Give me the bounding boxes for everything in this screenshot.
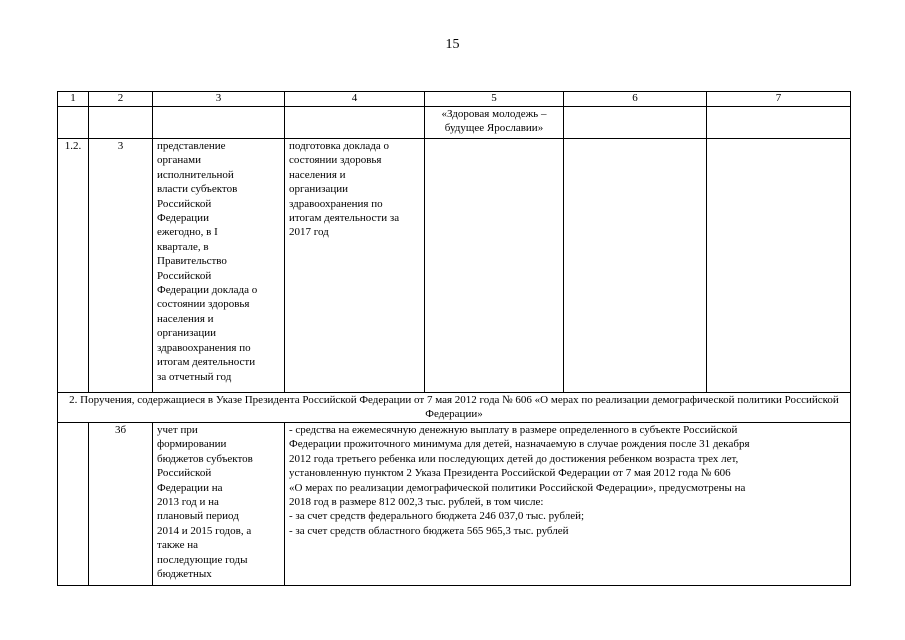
header-cell: 6 bbox=[564, 92, 707, 107]
table-cell bbox=[58, 107, 89, 139]
item-number-cell: 3 bbox=[89, 139, 153, 393]
table-cell bbox=[564, 107, 707, 139]
implementation-text-cell: - средства на ежемесячную денежную выплату в размере определенного в субъекте Российской Федерации прожиточного минимума для детей, назначаемую в случае рождения после 31 декабря 2012 года третьего ребенка или последующих детей до достижения ребенком возраста трех лет, установленную пунктом 2 Указа Президента Российской Федерации от 7 мая 2012 года № 606 «О мерах по реализации демографической политики Российской Федерации», предусмотрены на 2018 год в размере 812 002,3 тыс. рублей, в том числе: - за счет средств федерального бюджета 246 037,0 тыс. рублей; - за счет средств областного бюджета 565 965,3 тыс. рублей bbox=[285, 423, 851, 586]
table-cell bbox=[425, 139, 564, 393]
table-cell bbox=[564, 139, 707, 393]
section-header-row bbox=[58, 393, 851, 423]
program-name-cell: «Здоровая молодежь – будущее Ярославии» bbox=[425, 107, 564, 139]
document-table bbox=[57, 91, 851, 586]
table-cell bbox=[89, 107, 153, 139]
row-number-cell: 1.2. bbox=[58, 139, 89, 393]
section-2-title: 2. Поручения, содержащиеся в Указе Президента Российской Федерации от 7 мая 2012 года № 606 «О мерах по реализации демографической политики Российской Федерации» bbox=[58, 393, 851, 423]
table-row-3b bbox=[58, 423, 851, 586]
table-row-continuation bbox=[58, 107, 851, 139]
row-number-cell bbox=[58, 423, 89, 586]
header-cell: 2 bbox=[89, 92, 153, 107]
item-number-cell: 3б bbox=[89, 423, 153, 586]
action-text-cell: подготовка доклада о состоянии здоровья населения и организации здравоохранения по итогам деятельности за 2017 год bbox=[285, 139, 425, 393]
table-cell bbox=[707, 107, 851, 139]
table-row-1-2 bbox=[58, 139, 851, 393]
instruction-text-cell: учет при формировании бюджетов субъектов Российской Федерации на 2013 год и на плановый период 2014 и 2015 годов, а также на последующие годы бюджетных bbox=[153, 423, 285, 586]
table-header-row bbox=[58, 92, 851, 107]
header-cell: 7 bbox=[707, 92, 851, 107]
table-cell bbox=[153, 107, 285, 139]
header-cell: 4 bbox=[285, 92, 425, 107]
table-cell bbox=[285, 107, 425, 139]
instruction-text-cell: представление органами исполнительной власти субъектов Российской Федерации ежегодно, в I квартале, в Правительство Российской Федерации доклада о состоянии здоровья населения и организации здравоохранения по итогам деятельности за отчетный год bbox=[153, 139, 285, 393]
table-cell bbox=[707, 139, 851, 393]
header-cell: 1 bbox=[58, 92, 89, 107]
header-cell: 3 bbox=[153, 92, 285, 107]
header-cell: 5 bbox=[425, 92, 564, 107]
page-number: 15 bbox=[445, 37, 460, 52]
